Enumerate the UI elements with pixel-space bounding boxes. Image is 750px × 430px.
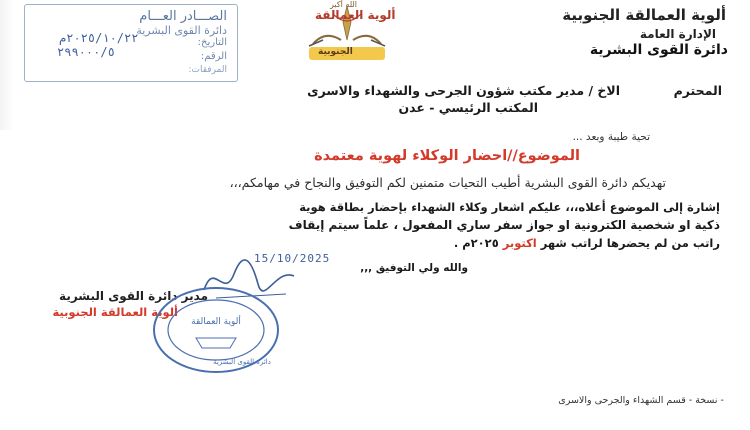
page-edge-shadow	[0, 0, 14, 130]
greeting: تحية طيبة وبعد ...	[572, 131, 650, 143]
official-seal-icon	[146, 280, 286, 376]
department-name: دائرة القوى البشرية	[589, 42, 728, 58]
body-line-3: ذكية او شخصية الكترونية او جواز سفر ساري المفعول ، علماً سيتم إيقاف	[288, 218, 720, 232]
crest-name: ألوية العمالقة	[315, 8, 396, 22]
body-line-1: تهديكم دائرة القوى البشرية أطيب التحيات متمنين لكم التوفيق والنجاح في مهامكم،،،	[229, 175, 666, 190]
honorific: المحترم	[673, 83, 722, 98]
closing: والله ولي التوفيق ,,,	[360, 262, 468, 274]
outgoing-stamp	[24, 4, 238, 82]
body-line-2: إشارة إلى الموضوع أعلاه،،، عليكم اشعار وكلاء الشهداء بإحضار بطاقة هوية	[299, 200, 720, 214]
outgoing-attachments-label: المرفقات:	[188, 65, 227, 75]
subject-line: الموضوع//احضار الوكلاء لهوية معتمدة	[314, 148, 580, 164]
outgoing-number-value: ٢٩٩٠٠٠/٥	[57, 45, 115, 59]
copy-note: - نسخة - قسم الشهداء والجرحى والاسرى	[558, 395, 724, 406]
outgoing-date-value: ٢٠٢٥/١٠/٢٢م	[59, 31, 139, 45]
outgoing-date-label: التاريخ:	[197, 37, 227, 48]
deadline-month: اكتوبر	[502, 236, 537, 250]
general-admin: الإدارة العامة	[639, 27, 716, 41]
body-line-4	[454, 236, 720, 250]
addressee-office: المكتب الرئيسي - عدن	[398, 100, 538, 115]
signer-title: مدير دائرة القوى البشرية	[59, 289, 208, 303]
seal-inner-text: ألوية العمالقة	[191, 317, 241, 327]
body-line-4-end: ٢٠٢٥م .	[453, 236, 499, 250]
outgoing-number-label: الرقم:	[200, 51, 227, 62]
crest-ribbon-text: الجنوبية	[318, 47, 353, 57]
signer-unit: ألوية العمالقة الجنوبية	[52, 305, 178, 319]
signature-date: 15/10/2025	[254, 252, 331, 265]
addressee-line: الاخ / مدير مكتب شؤون الجرحى والشهداء والاسرى	[307, 83, 620, 98]
brigade-name: ألوية العمالقة الجنوبية	[562, 6, 726, 24]
outgoing-stamp-department: دائرة القوى البشرية	[136, 24, 227, 37]
seal-ring-text: دائرة القوى البشرية	[213, 358, 271, 366]
body-line-4-start: راتب من لم يحضرها لراتب شهر	[540, 236, 720, 250]
outgoing-stamp-title: الصـــادر العـــام	[139, 9, 227, 24]
crest-motto: الله أكبر	[330, 0, 357, 9]
